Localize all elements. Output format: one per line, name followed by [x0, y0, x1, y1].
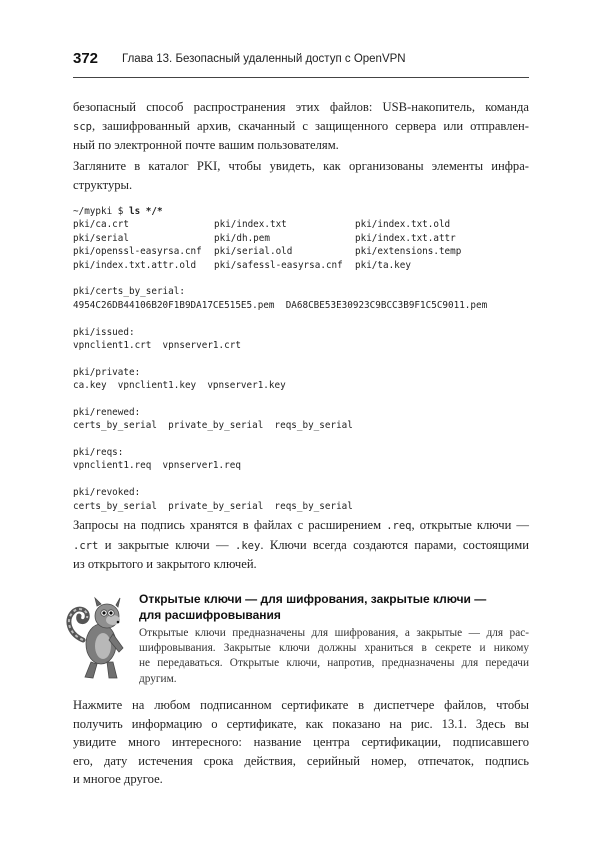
text-fragment: , зашифрованный архив, скачанный с защищенного сервера или отправлен- — [91, 118, 529, 133]
ls-row — [73, 245, 529, 258]
text-line — [73, 516, 529, 536]
dir-header: pki/reqs: — [73, 447, 124, 459]
header-rule — [73, 77, 529, 78]
code-blank-line — [73, 433, 529, 446]
note-body — [139, 626, 529, 687]
dir-header: pki/private: — [73, 366, 141, 378]
ls-row — [73, 218, 529, 231]
text-line: получить информацию о сертификате, как показано на рис. 13.1. Здесь вы — [73, 716, 529, 731]
paragraph-intro — [73, 98, 529, 155]
inline-code: .req — [386, 520, 412, 532]
note-line: шифровывания. Закрытые ключи должны храниться в секрете и никому — [139, 642, 529, 655]
code-blank-line — [73, 392, 529, 405]
inline-code: scp — [73, 120, 92, 133]
dir-header: pki/renewed: — [73, 406, 141, 418]
ls-entry: pki/index.txt.attr — [355, 232, 456, 244]
dir-header: pki/revoked: — [73, 487, 141, 499]
dir-header: pki/issued: — [73, 326, 135, 338]
text-line: увидите много интересного: название центра сертификации, подписавшего — [73, 735, 529, 749]
note-title-line: Открытые ключи — для шифрования, закрытые ключи — — [139, 592, 487, 606]
text-fragment: и закрытые ключи — — [98, 537, 236, 552]
ls-row — [73, 232, 529, 245]
ls-entry: pki/index.txt.old — [355, 219, 451, 231]
ls-entry: pki/ta.key — [355, 259, 411, 271]
lemur-icon — [61, 582, 133, 682]
shell-prompt: ~/mypki $ — [73, 206, 129, 217]
dir-listing: ca.key vpnclient1.key vpnserver1.key — [73, 380, 286, 392]
text-fragment: . Ключи всегда создаются парами, состоящими — [260, 537, 529, 552]
chapter-title: Глава 13. Безопасный удаленный доступ с OpenVPN — [122, 53, 406, 65]
ls-entry: pki/index.txt.attr.old — [73, 259, 197, 271]
text-line — [73, 117, 529, 137]
note-title — [139, 591, 529, 623]
inline-code: .key — [235, 539, 261, 552]
text-line: Загляните в каталог PKI, чтобы увидеть, как организованы элементы инфра- — [73, 159, 529, 173]
ls-entry: pki/serial — [73, 232, 129, 244]
dir-listing: 4954C26DB44106B20F1B9DA17CE515E5.pem DA68CBE53E30923C9BCC3B9F1C5C9011.pem — [73, 299, 488, 311]
text-fragment: , открытые ключи — — [411, 518, 529, 532]
note-line: не передаваться. Открытые ключи, напротив, предназначены для передачи — [139, 657, 529, 670]
paragraph-keys — [73, 516, 529, 574]
paragraph-pki — [73, 157, 529, 194]
ls-entry: pki/openssl-easyrsa.cnf — [73, 246, 202, 258]
code-listing — [73, 205, 529, 513]
text-line — [73, 536, 529, 556]
note-line: другим. — [139, 672, 177, 685]
ls-entry: pki/extensions.temp — [355, 246, 462, 258]
inline-code: .crt — [73, 539, 99, 552]
note-title-line: для расшифровывания — [139, 608, 281, 622]
note-line: Открытые ключи предназначены для шифрования, а закрытые — для рас- — [139, 627, 529, 639]
dir-listing: certs_by_serial private_by_serial reqs_by_serial — [73, 500, 353, 512]
text-fragment: Запросы на подпись хранятся в файлах с расширением — [73, 518, 387, 532]
text-line: Нажмите на любом подписанном сертификате в диспетчере файлов, чтобы — [73, 698, 529, 712]
code-blank-line — [73, 473, 529, 486]
ls-entry: pki/ca.crt — [73, 219, 129, 231]
page-number: 372 — [73, 50, 99, 67]
dir-header: pki/certs_by_serial: — [73, 286, 185, 298]
dir-listing: certs_by_serial private_by_serial reqs_by_serial — [73, 420, 353, 432]
shell-command: ls */* — [128, 206, 163, 217]
ls-row — [73, 259, 529, 272]
text-line: его, дату истечения срока действия, серийный номер, отпечаток, подпись — [73, 753, 529, 768]
ls-entry: pki/index.txt — [214, 219, 287, 231]
ls-entry: pki/serial.old — [214, 246, 293, 258]
text-line: ный по электронной почте вашим пользователям. — [73, 138, 339, 152]
ls-entry: pki/dh.pem — [214, 232, 270, 244]
ls-entry: pki/safessl-easyrsa.cnf — [214, 259, 343, 271]
code-blank-line — [73, 312, 529, 325]
text-line: структуры. — [73, 177, 133, 192]
dir-listing: vpnclient1.crt vpnserver1.crt — [73, 339, 241, 351]
code-prompt-line — [73, 205, 529, 218]
text-line: и многое другое. — [73, 772, 163, 786]
text-line: из открытого и закрытого ключей. — [73, 557, 257, 571]
paragraph-certificate — [73, 696, 529, 789]
dir-listing: vpnclient1.req vpnserver1.req — [73, 460, 241, 472]
text-line: безопасный способ распространения этих файлов: USB-накопитель, команда — [73, 100, 529, 114]
code-blank-line — [73, 272, 529, 285]
code-blank-line — [73, 352, 529, 365]
